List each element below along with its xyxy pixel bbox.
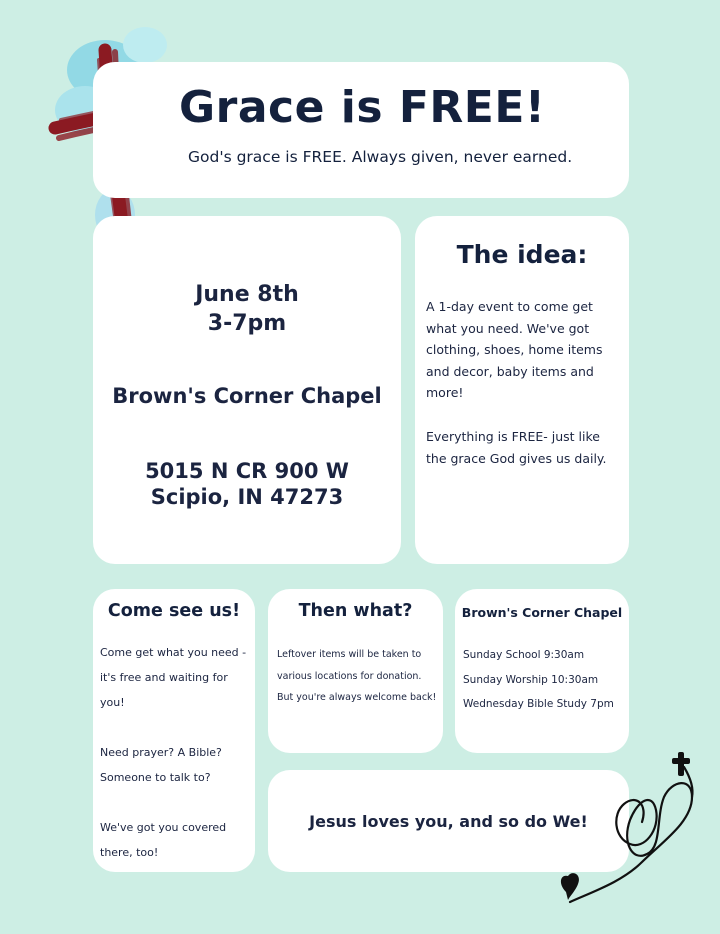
idea-card [415, 216, 629, 564]
service-sunday-worship: Sunday Worship 10:30am [463, 674, 599, 686]
service-bible-study: Wednesday Bible Study 7pm [463, 698, 614, 710]
then-what-card [268, 589, 443, 753]
idea-heading: The idea: [456, 240, 588, 269]
come-see-us-paragraph-2: Need prayer? A Bible? Someone to talk to? [100, 746, 222, 784]
come-see-us-card [93, 589, 255, 872]
come-see-us-paragraph-3: We've got you covered there, too! [100, 821, 227, 859]
address-line-1: 5015 N CR 900 W [145, 459, 349, 483]
idea-paragraph-2: Everything is FREE- just like the grace God gives us daily. [426, 429, 607, 466]
event-venue: Brown's Corner Chapel [112, 384, 382, 408]
come-see-us-paragraph-1: Come get what you need - it's free and waiting for you! [100, 646, 247, 709]
footer-message: Jesus loves you, and so do We! [309, 812, 588, 831]
header-card [93, 62, 629, 198]
service-sunday-school: Sunday School 9:30am [463, 649, 585, 661]
event-details-card [93, 216, 401, 564]
then-what-paragraph: Leftover items will be taken to various locations for donation. But you're always welcome back! [277, 649, 437, 703]
address-line-2: Scipio, IN 47273 [150, 485, 344, 509]
page-title: Grace is FREE! [179, 82, 546, 133]
heart-doodle-icon [552, 742, 712, 922]
then-what-heading: Then what? [298, 601, 413, 621]
chapel-heading: Brown's Corner Chapel [461, 605, 623, 620]
page-subtitle: God's grace is FREE. Always given, never earned. [188, 148, 573, 166]
idea-paragraph-1: A 1-day event to come get what you need. We've got clothing, shoes, home items and decor, baby items and more! [426, 299, 603, 400]
chapel-schedule-card [455, 589, 629, 753]
event-time: 3-7pm [207, 311, 287, 336]
event-date: June 8th [195, 282, 299, 307]
come-see-us-heading: Come see us! [107, 601, 241, 621]
